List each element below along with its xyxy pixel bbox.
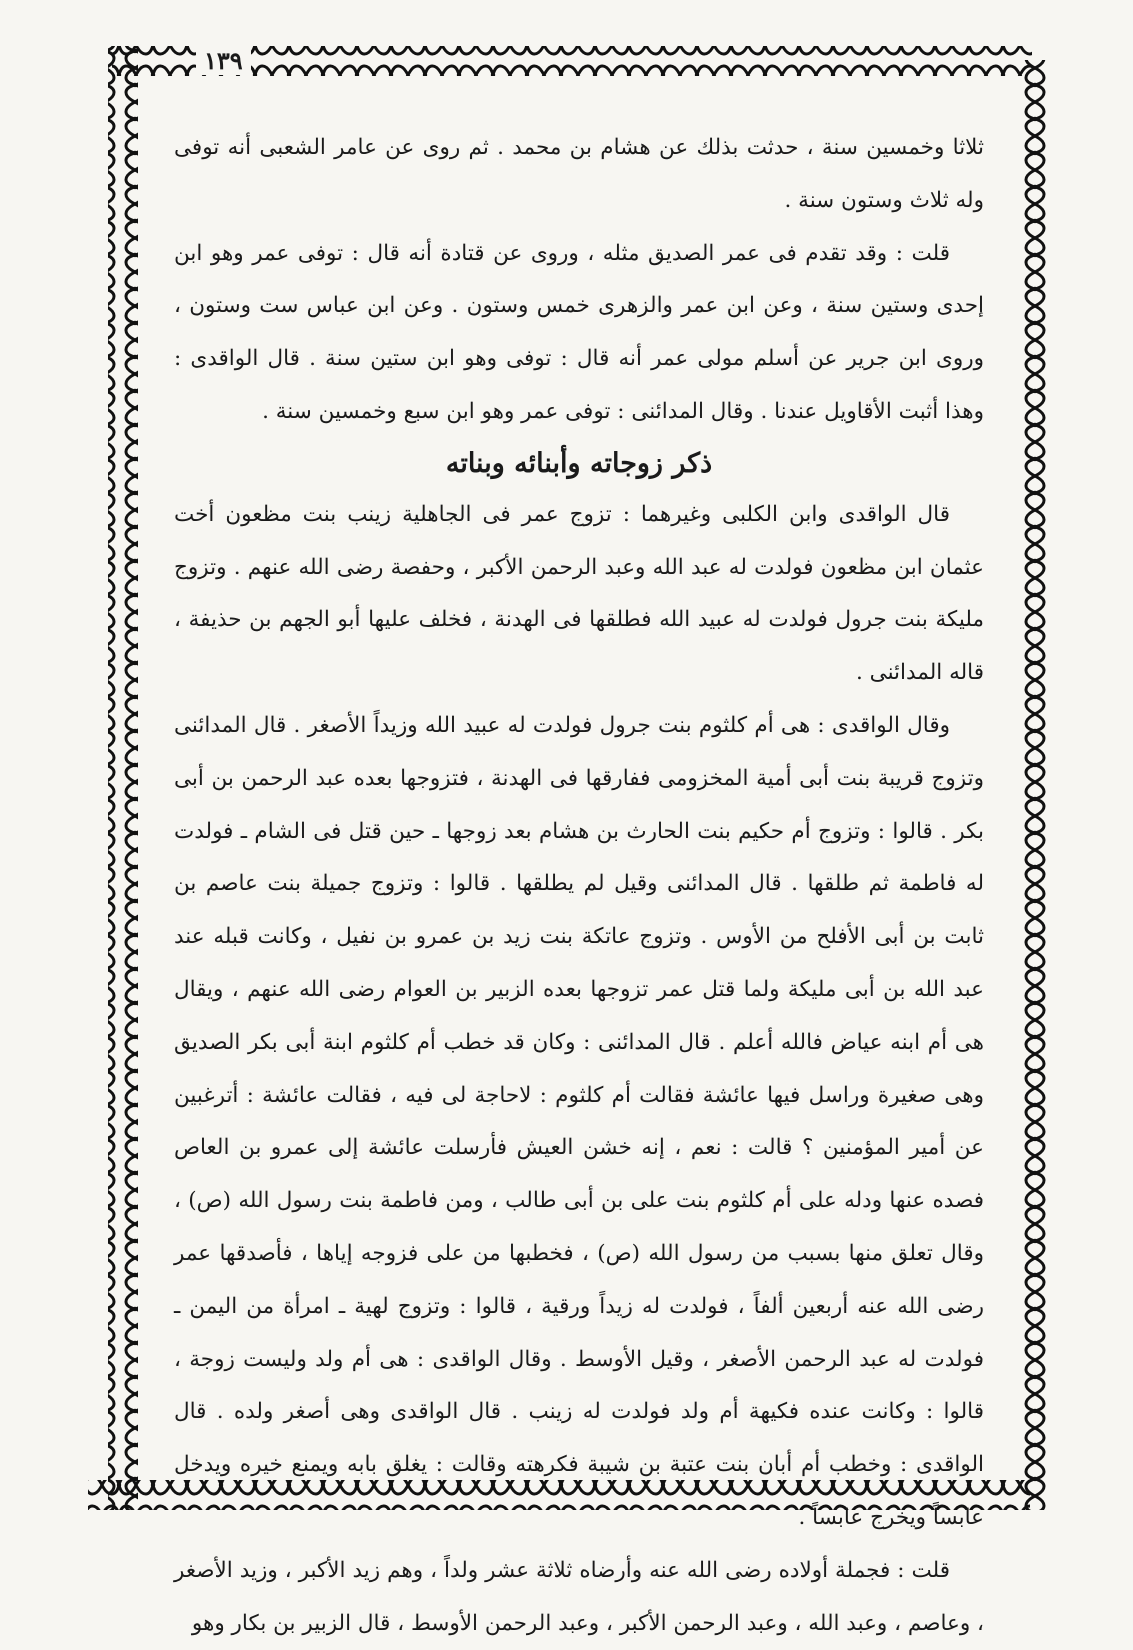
section-heading: ذكر زوجاته وأبنائه وبناته bbox=[445, 447, 713, 479]
page-number: ١٣٩ bbox=[196, 46, 251, 75]
paragraph: قلت : وقد تقدم فى عمر الصديق مثله ، وروى عن قتادة أنه قال : توفى عمر وهو ابن إحدى وستين سنة ، وعن ابن عمر والزهرى خمس وستون . وعن ابن عباس ست وستون ، وروى ابن جرير عن أسلم مولى عمر أنه قال : توفى وهو ابن ستين سنة . قال الواقدى : وهذا أثبت الأقاويل عندنا . وقال المدائنى : توفى عمر وهو ابن سبع وخمسين سنة . bbox=[174, 240, 984, 424]
paragraph: ثلاثا وخمسين سنة ، حدثت بذلك عن هشام بن محمد . ثم روى عن عامر الشعبى أنه توفى وله ثلاث وستون سنة . bbox=[174, 135, 984, 213]
paragraph: قال الواقدى وابن الكلبى وغيرهما : تزوج عمر فى الجاهلية زينب بنت مظعون أخت عثمان ابن مظعون فولدت له عبد الله وعبد الرحمن الأكبر ، وحفصة رضى الله عنهم . وتزوج مليكة بنت جرول فولدت له عبيد الله فطلقها فى الهدنة ، فخلف عليها أبو الجهم بن حذيفة ، قاله المدائنى . bbox=[174, 501, 984, 686]
border-left bbox=[108, 46, 138, 1510]
page-body bbox=[174, 122, 984, 1636]
border-right bbox=[1016, 60, 1046, 1510]
paragraph: وقال الواقدى : هى أم كلثوم بنت جرول فولدت له عبيد الله وزيداً الأصغر . قال المدائنى وتزوج قريبة بنت أبى أمية المخزومى ففارقها فى الهدنة ، فتزوجها بعده عبد الرحمن بن أبى بكر . قالوا : وتزوج أم حكيم بنت الحارث بن هشام بعد زوجها ـ حين قتل فى الشام ـ فولدت له فاطمة ثم طلقها . قال المدائنى وقيل لم يطلقها . قالوا : وتزوج جميلة بنت عاصم بن ثابت بن أبى الأفلح من الأوس . وتزوج عاتكة بنت زيد بن عمرو بن نفيل ، وكانت قبله عند عبد الله بن أبى مليكة ولما قتل عمر تزوجها بعده الزبير بن العوام رضى الله عنهم ، ويقال هى أم ابنه عياض فالله أعلم . قال المدائنى : وكان قد خطب أم كلثوم ابنة أبى بكر الصديق وهى صغيرة وراسل فيها عائشة فقالت أم كلثوم : لاحاجة لى فيه ، فقالت عائشة : أترغبين عن أمير المؤمنين ؟ قالت : نعم ، إنه خشن العيش فأرسلت عائشة إلى عمرو بن العاص فصده عنها ودله على أم كلثوم بنت على بن أبى طالب ، ومن فاطمة بنت رسول الله (ص) ، وقال تعلق منها بسبب من رسول الله (ص) ، فخطبها من على فزوجه إياها ، فأصدقها عمر رضى الله عنه أربعين ألفاً ، فولدت له زيداً ورقية ، قالوا : وتزوج لهية ـ امرأة من اليمن ـ فولدت له عبد الرحمن الأصغر ، وقيل الأوسط . وقال الواقدى : هى أم ولد وليست زوجة ، قالوا : وكانت عنده فكيهة أم ولد فولدت له زينب . قال الواقدى وهى أصغر ولده . قال الواقدى : وخطب أم أبان بنت عتبة بن شيبة فكرهته وقالت : يغلق بابه ويمنع خيره ويدخل عابساً ويخرج عابساً . bbox=[174, 712, 984, 1530]
paragraph: قلت : فجملة أولاده رضى الله عنه وأرضاه ثلاثة عشر ولداً ، وهم زيد الأكبر ، وزيد الأصغر ، وعاصم ، وعبد الله ، وعبد الرحمن الأكبر ، وعبد الرحمن الأوسط ، قال الزبير بن بكار وهو bbox=[174, 1557, 984, 1636]
